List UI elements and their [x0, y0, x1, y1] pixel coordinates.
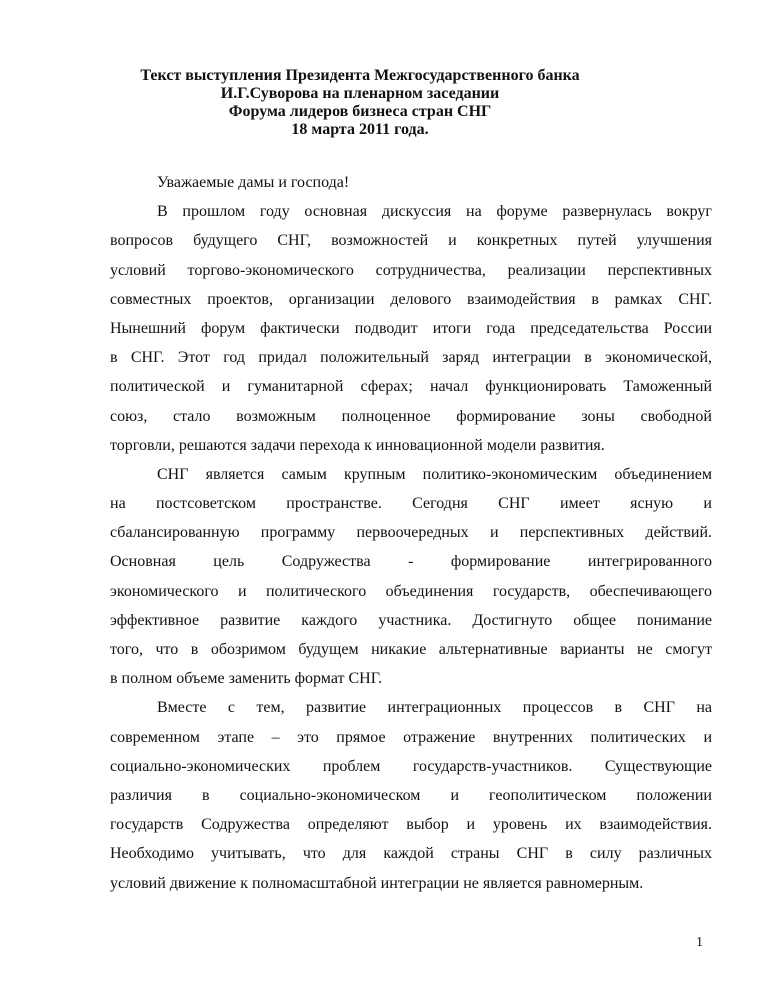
- text-line: торговли, решаются задачи перехода к инновационной модели развития.: [110, 436, 605, 454]
- text-line: того, что в обозримом будущем никакие альтернативные варианты не смогут: [110, 641, 712, 658]
- text-line: Необходимо учитывать, что для каждой страны СНГ в силу различных: [110, 845, 712, 863]
- text-line: эффективное развитие каждого участника. Достигнуто общее понимание: [110, 611, 712, 629]
- text-line: вопросов будущего СНГ, возможностей и конкретных путей улучшения: [110, 232, 712, 250]
- text-line: СНГ является самым крупным политико-экономическим объединением: [157, 465, 712, 483]
- text-line: на постсоветском пространстве. Сегодня СНГ имеет ясную и: [110, 495, 712, 513]
- text-line: государств Содружества определяют выбор и уровень их взаимодействия.: [110, 816, 712, 834]
- greeting-line: Уважаемые дамы и господа!: [157, 174, 350, 191]
- title-line: Форума лидеров бизнеса стран СНГ: [228, 103, 492, 120]
- text-line: политической и гуманитарной сферах; начал функционировать Таможенный: [110, 378, 712, 396]
- text-line: союз, стало возможным полноценное формирование зоны свободной: [110, 407, 712, 425]
- title-line: Текст выступления Президента Межгосударственного банка: [140, 67, 580, 84]
- speech-body: [110, 168, 712, 898]
- text-line: современном этапе – это прямое отражение внутренних политических и: [110, 728, 712, 746]
- text-line: Вместе с тем, развитие интеграционных процессов в СНГ на: [157, 699, 712, 717]
- text-line: в полном объеме заменить формат СНГ.: [110, 670, 383, 688]
- title-line: 18 марта 2011 года.: [291, 121, 429, 138]
- speech-title: [110, 67, 610, 139]
- text-line: В прошлом году основная дискуссия на форуме развернулась вокруг: [157, 203, 712, 221]
- text-line: совместных проектов, организации делового взаимодействия в рамках СНГ.: [110, 290, 712, 308]
- text-line: в СНГ. Этот год придал положительный заряд интеграции в экономической,: [110, 349, 712, 367]
- text-line: Нынешний форум фактически подводит итоги года председательства России: [110, 319, 712, 337]
- text-line: условий торгово-экономического сотрудничества, реализации перспективных: [110, 261, 712, 279]
- page-number: 1: [696, 935, 703, 950]
- text-line: Основная цель Содружества - формирование интегрированного: [110, 553, 712, 571]
- text-line: сбалансированную программу первоочередных и перспективных действий.: [110, 524, 712, 542]
- text-line: условий движение к полномасштабной интеграции не является равномерным.: [110, 874, 644, 892]
- text-line: экономического и политического объединения государств, обеспечивающего: [110, 582, 712, 600]
- text-line: социально-экономических проблем государств-участников. Существующие: [110, 757, 712, 775]
- text-line: различия в социально-экономическом и геополитическом положении: [110, 786, 712, 804]
- title-line: И.Г.Суворова на пленарном заседании: [220, 85, 500, 102]
